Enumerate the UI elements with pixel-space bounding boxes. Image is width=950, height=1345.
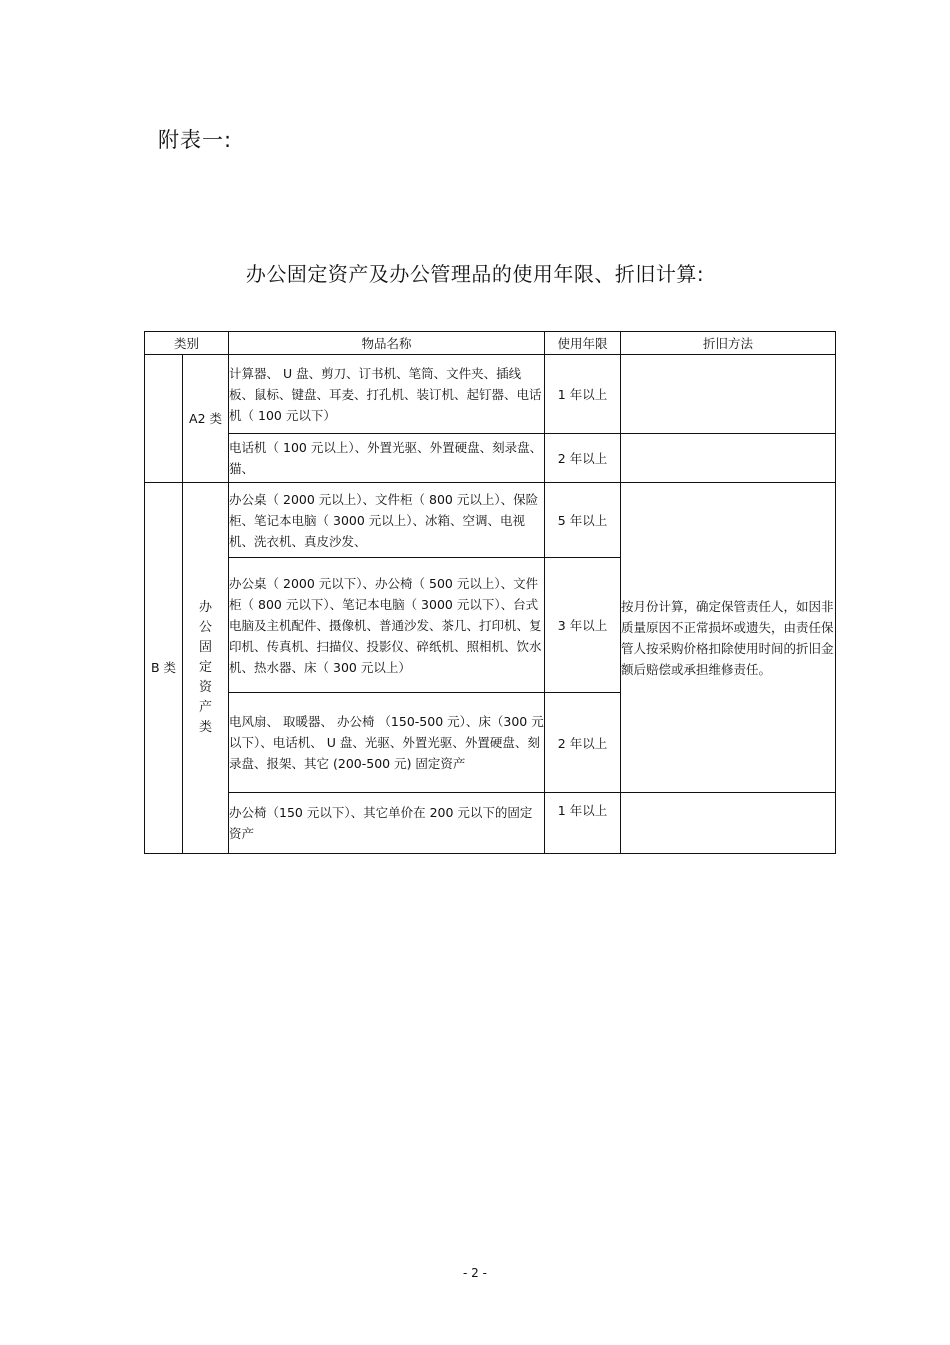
group-b-row3-years: 2 年以上 bbox=[545, 693, 621, 793]
group-b-row4-years: 1 年以上 bbox=[545, 793, 621, 854]
group-b-category: B 类 bbox=[145, 483, 183, 854]
group-b-row1-years: 5 年以上 bbox=[545, 483, 621, 558]
subcategory-char: 办 bbox=[199, 600, 213, 615]
depreciation-method: 按月份计算，确定保管责任人，如因非质量原因不正常损坏或遗失，由责任保管人按采购价格扣除使用时间的折旧金额后赔偿或承担维修责任。 bbox=[621, 483, 836, 793]
group-b-row1-items: 办公桌（ 2000 元以上）、文件柜（ 800 元以上）、保险柜、笔记本电脑（ 3000 元以上）、冰箱、空调、电视机、洗衣机、真皮沙发、 bbox=[229, 483, 545, 558]
subcategory-char: 产 bbox=[199, 700, 213, 715]
group-b-row3-items: 电风扇、 取暖器、 办公椅 （150-500 元）、床（300 元以下）、电话机、 U 盘、光驱、外置光驱、外置硬盘、刻录盘、报架、其它 (200-500 元) 固定资产 bbox=[229, 693, 545, 793]
group-a-row1-years: 1 年以上 bbox=[545, 355, 621, 434]
header-method: 折旧方法 bbox=[621, 332, 836, 355]
group-b-row2-years: 3 年以上 bbox=[545, 558, 621, 693]
subcategory-char: 类 bbox=[199, 720, 213, 735]
group-a-row1-items: 计算器、 U 盘、剪刀、订书机、笔筒、文件夹、插线板、鼠标、键盘、耳麦、打孔机、装订机、起钉器、电话机（ 100 元以下） bbox=[229, 355, 545, 434]
group-a-category: A2 类 bbox=[183, 355, 229, 483]
group-b-row2-items: 办公桌（ 2000 元以下）、办公椅（ 500 元以上）、文件柜（ 800 元以下）、笔记本电脑（ 3000 元以下）、台式电脑及主机配件、摄像机、普通沙发、茶几、打印机、复印机、传真机、扫描仪、投影仪、碎纸机、照相机、饮水机、热水器、床（ 300 元以上） bbox=[229, 558, 545, 693]
group-a-row2-years: 2 年以上 bbox=[545, 434, 621, 483]
header-years: 使用年限 bbox=[545, 332, 621, 355]
subcategory-char: 资 bbox=[199, 680, 213, 695]
table-header-row bbox=[145, 332, 836, 355]
page-number: - 2 - bbox=[463, 1266, 487, 1280]
header-category: 类别 bbox=[145, 332, 229, 355]
document-title: 办公固定资产及办公管理品的使用年限、折旧计算: bbox=[245, 262, 705, 286]
subcategory-char: 固 bbox=[199, 640, 213, 655]
table-row bbox=[145, 793, 836, 854]
table-row bbox=[145, 483, 836, 558]
table-row bbox=[145, 355, 836, 434]
header-items: 物品名称 bbox=[229, 332, 545, 355]
table-row bbox=[145, 434, 836, 483]
group-b-subcategory bbox=[183, 483, 229, 854]
group-b-row4-method bbox=[621, 793, 836, 854]
group-a-row1-method bbox=[621, 355, 836, 434]
depreciation-table bbox=[144, 331, 836, 854]
group-a-row2-method bbox=[621, 434, 836, 483]
subcategory-char: 定 bbox=[199, 660, 213, 675]
group-b-row4-items: 办公椅（150 元以下）、其它单价在 200 元以下的固定资产 bbox=[229, 793, 545, 854]
group-a-row2-items: 电话机（ 100 元以上）、外置光驱、外置硬盘、刻录盘、 猫、 bbox=[229, 434, 545, 483]
subcategory-char: 公 bbox=[199, 620, 213, 635]
annex-label: 附表一: bbox=[158, 128, 233, 152]
group-a-blank-cell bbox=[145, 355, 183, 483]
